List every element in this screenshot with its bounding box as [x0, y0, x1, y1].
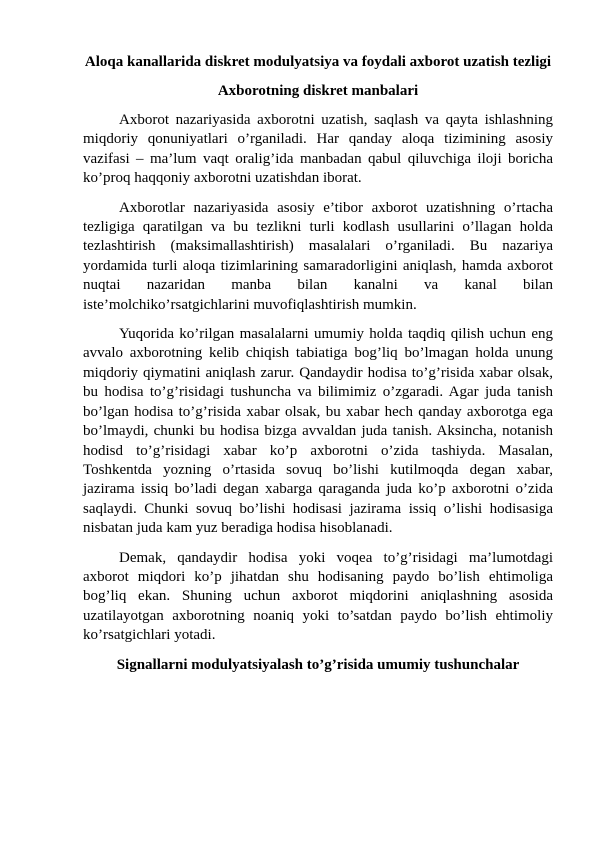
document-title: Aloqa kanallarida diskret modulyatsiya va foydali axborot uzatish tezligi: [84, 54, 552, 70]
paragraph-2: Axborotlar nazariyasida asosiy e’tibor axborot uzatishning o’rtacha tezligiga qaratilgan va bu tezlikni turli kodlash usullarini o’llagan holda tezlashtirish (maksimallashtirish) masalalari o’rganiladi. Bu nazariya yordamida turli aloqa tizimlarining samaradorligini aniqlash, hamda axborot nuqtai nazaridan manba bilan kanalni va kanal bilan iste’molchiko’rsatgichlarini muvofiqlashtirish mumkin.: [83, 199, 553, 313]
paragraph-1: Axborot nazariyasida axborotni uzatish, saqlash va qayta ishlashning miqdoriy qonuniyatlari o’rganiladi. Har qanday aloqa tizimining asosiy vazifasi – ma’lum vaqt oralig’ida manbadan qabul qiluvchiga iloji boricha ko’proq haqqoniy axborotni uzatishdan iborat.: [83, 112, 553, 187]
paragraph-4: Demak, qandaydir hodisa yoki voqea to’g’risidagi ma’lumotdagi axborot miqdori ko’p jihatdan shu hodisaning paydo bo’lish ehtimoliga bog’liq ekan. Shuning uchun axborot miqdorini aniqlashning asosida uzatilayotgan axborotning noaniq yoki to’satdan paydo bo’lish ehtimoliy ko’rsatgichlari yotadi.: [83, 549, 553, 644]
paragraph-3: Yuqorida ko’rilgan masalalarni umumiy holda taqdiq qilish uchun eng avvalo axborotning kelib chiqish tabiatiga bog’liq bo’lmagan holda unung miqdoriy qiymatini aniqlash zarur. Qandaydir hodisa to’g’risida xabar olsak, bu hodisa to’g’risidagi tushuncha va bilimimiz o’zgaradi. Agar juda tanish bo’lgan hodisa to’g’risida xabar olsak, bu xabar hech qanday axborotga ega bo’lmaydi, chunki bu hodisa bizga avvaldan juda tanish. Aksincha, notanish hodisd to’g’risidagi xabar ko’p axborotni o’zida tashiyda. Masalan, Toshkentda yozning o’rtasida sovuq bo’lishi kutilmoqda degan xabar, jazirama issiq bo’ladi degan xabarga qaraganda juda ko’p axborotni o’zida saqlaydi. Chunki sovuq bo’lishi hodisasi jazirama issiq o’lishi hodisasiga nisbatan juda kam yuz beradiga hodisa hisoblanadi.: [83, 326, 553, 537]
document-page: [83, 53, 553, 675]
section-subtitle: Axborotning diskret manbalari: [217, 83, 419, 99]
section-heading: Signallarni modulyatsiyalash to’g’risida umumiy tushunchalar: [116, 656, 520, 673]
